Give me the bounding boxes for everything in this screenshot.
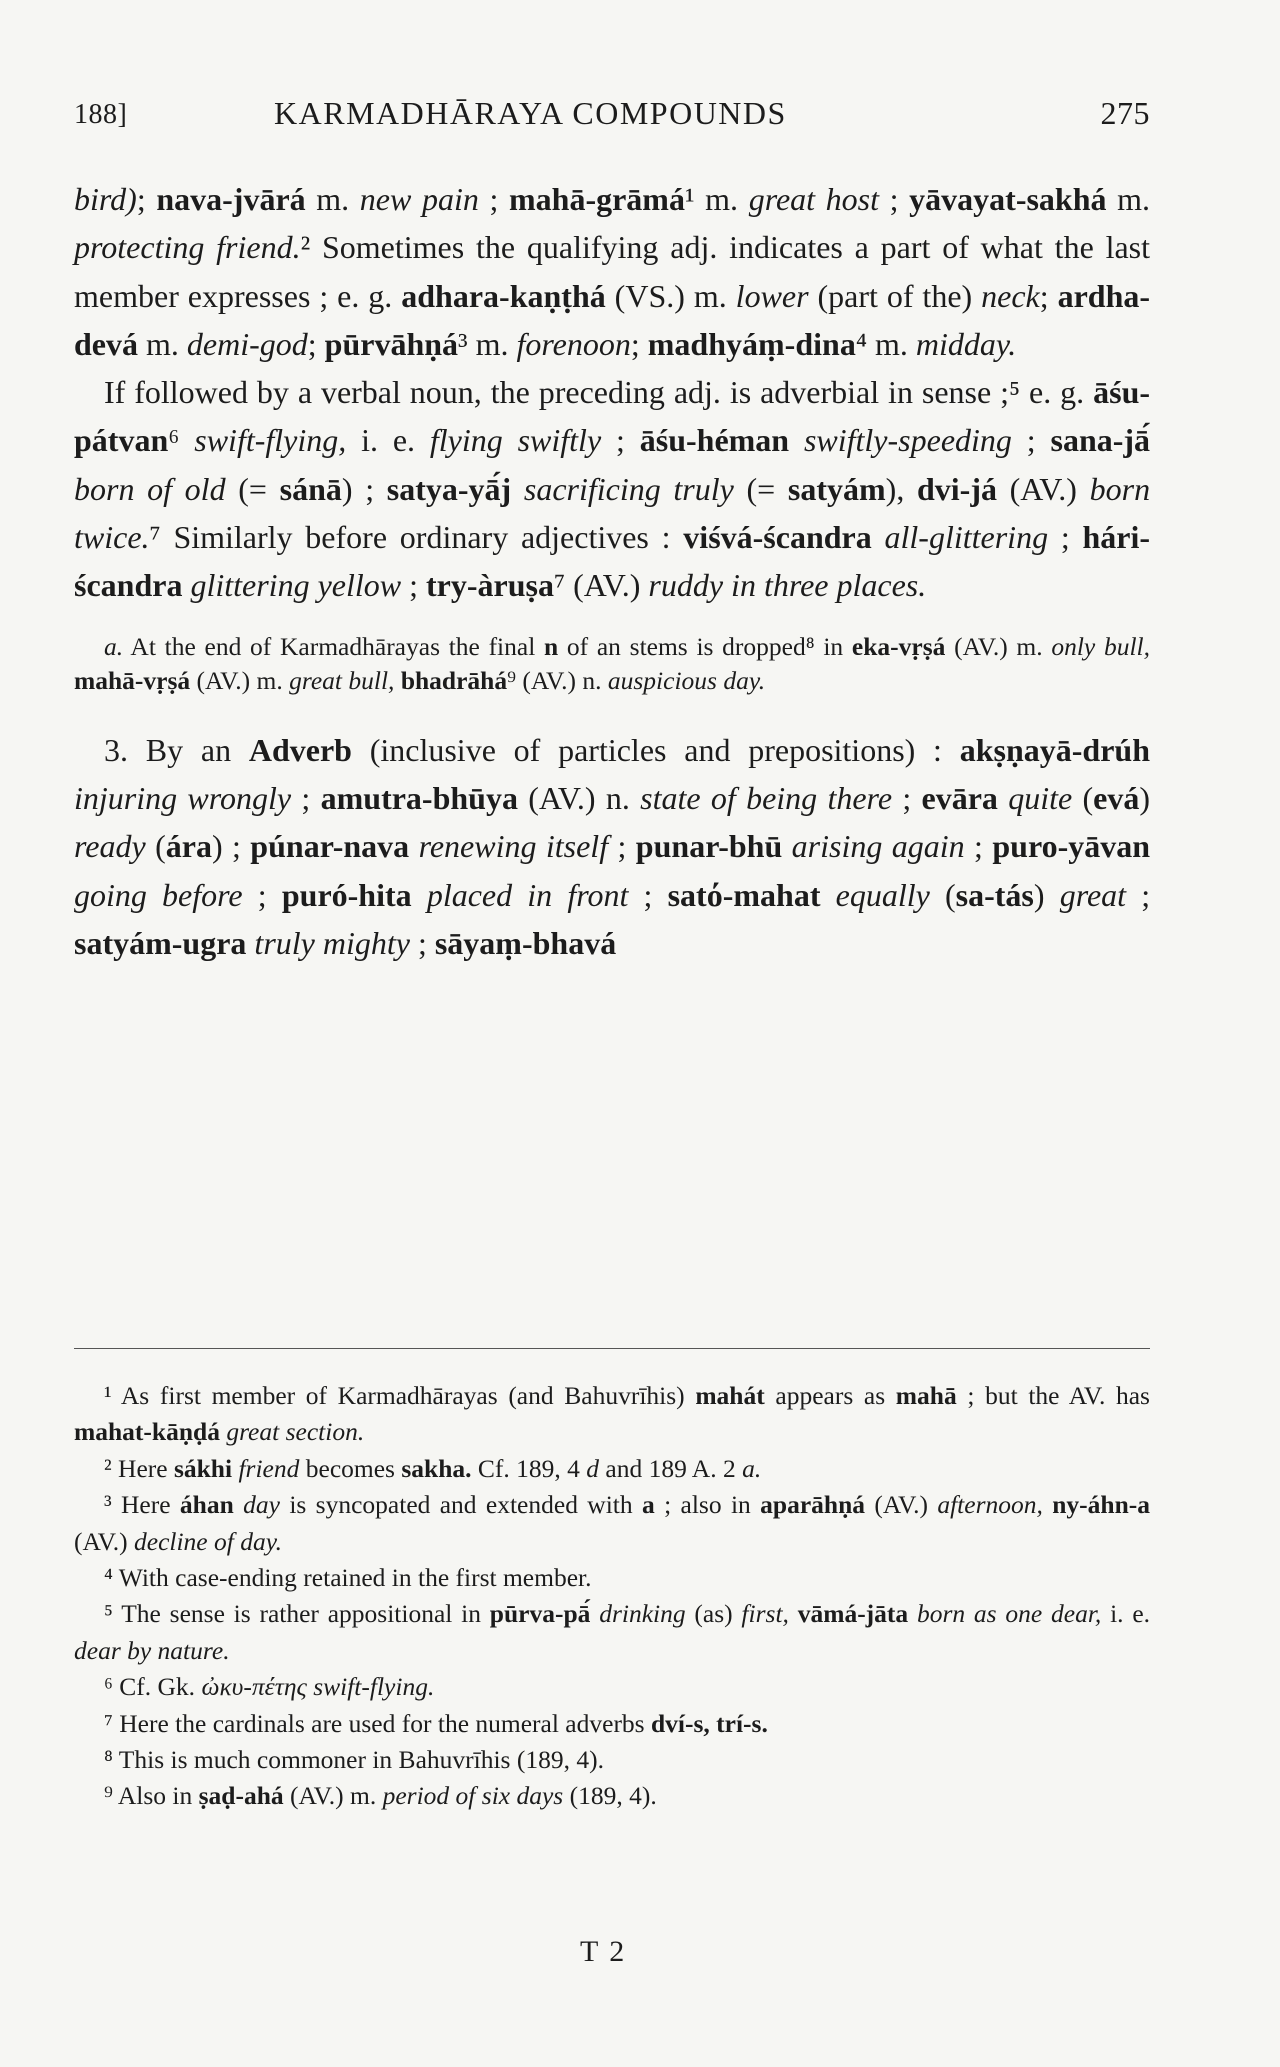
text: (AV.) m. — [190, 665, 290, 695]
text: ; — [964, 828, 993, 865]
text: Cf. 189, 4 — [471, 1453, 587, 1483]
gloss: great host — [748, 181, 880, 217]
text: ; — [892, 779, 922, 816]
footnote-ref: ⁸ — [805, 631, 815, 661]
sanskrit-term: ny-áhn-a — [1052, 1490, 1151, 1520]
text: (AV.) — [865, 1490, 938, 1520]
sanskrit-term: āśu-pátvan — [74, 374, 1151, 459]
text: Similarly before ordinary adjectives : — [160, 519, 684, 556]
sanskrit-term: āśu-héman — [639, 422, 790, 459]
sanskrit-term: áhan — [179, 1490, 234, 1520]
gloss: demi-god — [186, 325, 308, 362]
section-number: 188] — [74, 99, 128, 130]
sanskrit-term: mahat-kāṇḍá — [74, 1417, 220, 1447]
sanskrit-term: nava-jvārá — [156, 181, 306, 217]
text: ; — [401, 567, 426, 604]
footnote-ref: ² — [300, 229, 311, 266]
gloss: arising again — [791, 828, 965, 865]
running-title: KARMADHĀRAYA COMPOUNDS — [274, 95, 787, 131]
sanskrit-term: ṣaḍ-ahá — [198, 1781, 284, 1811]
sanskrit-term: sa-tás — [955, 876, 1034, 913]
text: ; — [608, 828, 636, 865]
footnote-9 — [74, 1778, 1150, 1814]
gloss: glittering yellow — [190, 567, 402, 604]
text: ; — [1126, 876, 1151, 913]
page-number: 275 — [1100, 95, 1150, 131]
sanskrit-term: n — [544, 631, 559, 661]
gloss: great section. — [226, 1417, 365, 1447]
sanskrit-term: sāyaṃ-bhavá — [434, 924, 617, 961]
sanskrit-term: sánā — [279, 470, 342, 507]
text: ; — [1039, 277, 1058, 314]
sanskrit-term: sákhi — [173, 1453, 233, 1483]
footnote-ref: ⁷ — [553, 567, 566, 604]
text: m. — [138, 325, 187, 362]
gloss: midday. — [915, 325, 1017, 362]
text: (part of the) — [808, 277, 982, 314]
text — [511, 471, 524, 507]
text: Cf. Gk. — [112, 1672, 202, 1702]
text — [998, 780, 1008, 816]
footnote-2 — [74, 1451, 1150, 1487]
footnote-marker: ³ — [104, 1490, 112, 1520]
gloss: born as one dear, — [916, 1599, 1102, 1629]
footnote-1 — [74, 1378, 1150, 1451]
text: i. e. — [1101, 1599, 1151, 1629]
text: (AV.) n. — [516, 665, 608, 695]
text: This is much commoner in Bahuvrīhis (189, 4). — [112, 1745, 604, 1775]
gloss: forenoon — [516, 325, 631, 362]
sanskrit-term: ardha-devá — [74, 277, 1151, 362]
text: m. — [694, 181, 749, 217]
sanskrit-term: satyám — [787, 470, 886, 507]
text — [782, 828, 791, 864]
sanskrit-term: mahā-grāmá — [508, 181, 685, 217]
text: ; — [242, 876, 282, 913]
sanskrit-term: puró-hita — [281, 876, 412, 913]
sanskrit-term: viśvá-ścandra — [683, 519, 872, 556]
paragraph-verbal-noun — [74, 368, 1150, 609]
text: appears as — [764, 1381, 896, 1410]
text — [409, 828, 418, 864]
gloss: born of old — [74, 470, 226, 507]
footnote-ref: ⁶ — [168, 422, 180, 459]
sanskrit-term: hári-ścandra — [74, 519, 1151, 604]
footnote-ref: ⁷ — [149, 519, 161, 556]
text: With case-ending retained in the first member. — [112, 1563, 592, 1593]
text: Sometimes the qualifying adj. indicates a part of what the last member expresses ; e. g. — [74, 229, 1151, 314]
gloss: only bull, — [1051, 631, 1151, 661]
sanskrit-term: satό-mahat — [667, 876, 821, 913]
footnote-7 — [74, 1706, 1150, 1742]
sanskrit-term: dví-s, trí-s. — [650, 1708, 768, 1738]
gloss: great bull, — [289, 665, 395, 695]
text: ; — [136, 181, 157, 217]
footnote-marker: ¹ — [104, 1381, 112, 1410]
text: The sense is rather appositional in — [112, 1599, 490, 1629]
text: m. — [305, 181, 360, 217]
footnote-6 — [74, 1669, 1150, 1705]
sanskrit-term: pūrvāhṇá — [324, 325, 459, 362]
footnote-marker: ⁵ — [104, 1599, 113, 1629]
text: ), — [885, 470, 917, 507]
gloss: bird) — [74, 181, 137, 217]
text: ( — [929, 876, 956, 913]
gloss: flying swiftly — [429, 422, 602, 459]
text: Here the cardinals are used for the numeral adverbs — [112, 1708, 651, 1738]
text: Also in — [112, 1781, 199, 1811]
gloss: renewing itself — [418, 828, 609, 865]
text: (AV.) — [996, 470, 1090, 507]
text: (AV.) n. — [517, 779, 641, 816]
text: 3. By an — [104, 731, 249, 768]
gloss: quite — [1008, 779, 1073, 816]
text: m. — [866, 325, 916, 362]
text: and 189 A. 2 — [599, 1453, 743, 1483]
text: ; — [1011, 422, 1051, 459]
footnote-marker: ⁴ — [104, 1563, 113, 1593]
gloss: lower — [735, 277, 809, 314]
gloss: a. — [742, 1453, 762, 1483]
text: ) — [1139, 779, 1150, 816]
text: ; — [628, 876, 668, 913]
text: of an stems is dropped — [558, 631, 806, 661]
text: ) — [1033, 876, 1060, 913]
text: m. — [1106, 181, 1151, 217]
text: Here — [111, 1453, 174, 1483]
greek-term: ὠκυ-πέτης — [201, 1672, 307, 1702]
text — [820, 877, 835, 913]
text — [789, 1599, 798, 1628]
gloss: decline of day. — [134, 1526, 282, 1556]
text: (AV.) m. — [945, 631, 1052, 661]
gloss: swift-flying. — [313, 1672, 435, 1702]
text: ( — [1072, 779, 1094, 816]
gloss: dear by nature. — [74, 1635, 230, 1665]
text — [412, 877, 427, 913]
text — [590, 1599, 599, 1628]
sanskrit-term: amutra-bhūya — [320, 779, 518, 816]
text: (as) — [685, 1599, 742, 1629]
footnote-marker: ² — [104, 1453, 112, 1483]
footnote-marker: ⁶ — [104, 1672, 113, 1702]
gloss: period of six days — [382, 1781, 564, 1811]
gloss: afternoon, — [937, 1490, 1043, 1520]
sanskrit-term: adhara-kaṇṭhá — [401, 277, 606, 314]
paragraph-adverb — [74, 726, 1150, 967]
gloss: equally — [835, 876, 930, 913]
footnote-4 — [74, 1560, 1150, 1596]
gloss: auspicious day. — [607, 665, 766, 695]
sanskrit-term: satya-yā́j — [386, 470, 512, 507]
gloss: placed in front — [426, 876, 629, 913]
main-text — [74, 175, 1150, 967]
text: (189, 4). — [563, 1781, 657, 1811]
text: At the end of Karmadhārayas the final — [123, 631, 545, 661]
section-heading: Adverb — [248, 731, 352, 768]
gloss: truly mighty — [254, 924, 410, 961]
text: (AV.) m. — [283, 1781, 383, 1811]
gloss: new pain — [359, 181, 479, 217]
sanskrit-term: pūrva-pā́ — [489, 1599, 591, 1629]
footnote-marker: ⁹ — [104, 1781, 113, 1811]
text: ; — [307, 325, 325, 362]
sanskrit-term: try-àruṣa — [425, 567, 554, 604]
sanskrit-term: evāra — [921, 779, 998, 816]
gloss: great — [1059, 876, 1127, 913]
footnote-5 — [74, 1596, 1150, 1669]
sanskrit-term: sana-jā́ — [1050, 422, 1151, 459]
footnote-marker: ⁷ — [104, 1708, 113, 1738]
gloss: swift-flying, — [194, 422, 347, 459]
sanskrit-term: sakha. — [401, 1453, 472, 1483]
text: (AV.) — [565, 567, 649, 604]
text: Here — [111, 1490, 180, 1520]
gloss: born twice. — [74, 470, 1151, 556]
sanskrit-term: aparāhṇá — [760, 1490, 866, 1520]
text: ; — [409, 924, 435, 961]
sanskrit-term: mahā — [895, 1381, 957, 1410]
gloss: injuring wrongly — [74, 779, 292, 816]
text: e. g. — [1020, 374, 1094, 411]
gloss: all-glittering — [884, 519, 1049, 556]
paragraph-note-a — [74, 630, 1150, 698]
text — [789, 422, 804, 458]
footnote-ref: ⁵ — [1008, 374, 1021, 411]
sanskrit-term: madhyáṃ-dina — [647, 325, 856, 362]
text — [179, 422, 194, 458]
sanskrit-term: puro-yāvan — [992, 828, 1151, 865]
gloss: d — [586, 1453, 600, 1483]
gloss: day — [243, 1490, 280, 1520]
gloss: protecting friend. — [74, 229, 301, 266]
text: in — [814, 631, 852, 661]
text: If followed by a verbal noun, the preceding adj. is adverbial in sense ; — [104, 374, 1009, 411]
footnote-8 — [74, 1742, 1150, 1778]
text: (inclusive of particles and prepositions) : — [351, 731, 960, 768]
text: ; — [1048, 519, 1083, 556]
sanskrit-term: yāvayat-sakhá — [909, 181, 1107, 217]
text: ; — [601, 422, 640, 459]
sanskrit-term: mahā-vṛṣá — [74, 665, 191, 695]
text: ) ; — [341, 470, 387, 507]
paragraph-continuation — [74, 175, 1150, 368]
sanskrit-term: a — [641, 1490, 655, 1520]
gloss: ready — [74, 828, 146, 865]
sanskrit-term: evá — [1093, 779, 1140, 816]
footnote-ref: ⁴ — [855, 325, 867, 362]
footnote-divider — [74, 1348, 1150, 1349]
sanskrit-term: vāmá-jāta — [797, 1599, 909, 1629]
text: ; — [478, 181, 509, 217]
text: (AV.) — [74, 1526, 134, 1556]
gloss: swiftly-speeding — [803, 422, 1012, 459]
footnote-marker: ⁸ — [104, 1745, 113, 1775]
text: m. — [467, 325, 517, 362]
text — [908, 1599, 917, 1628]
text: ; — [879, 181, 910, 217]
text: (= — [733, 470, 788, 507]
sanskrit-term: ára — [165, 828, 212, 865]
text: ( — [145, 828, 166, 865]
footnote-ref: ¹ — [684, 181, 695, 217]
text: ; but the AV. has — [956, 1381, 1150, 1410]
text: ; — [291, 779, 321, 816]
text: ) ; — [211, 828, 251, 865]
gloss: state of being there — [640, 779, 893, 816]
text — [234, 1490, 243, 1519]
footnotes — [74, 1378, 1150, 1815]
gloss: drinking — [599, 1599, 686, 1629]
sanskrit-term: púnar-nava — [250, 828, 410, 865]
text: is syncopated and extended with — [279, 1490, 642, 1520]
footnote-ref: ³ — [458, 325, 468, 362]
text: As first member of Karmadhārayas (and Bahuvrīhis) — [111, 1381, 696, 1410]
sanskrit-term: akṣṇayā-drúh — [959, 731, 1151, 768]
signature-mark: T 2 — [580, 1935, 627, 1968]
sanskrit-term: bhadrāhá — [400, 665, 508, 695]
text: ; also in — [654, 1490, 761, 1520]
note-label: a. — [104, 631, 124, 661]
sanskrit-term: satyám-ugra — [74, 924, 247, 961]
gloss: sacrificing truly — [523, 470, 734, 507]
gloss: first, — [741, 1599, 789, 1629]
text: becomes — [299, 1453, 402, 1483]
footnote-3 — [74, 1487, 1150, 1560]
sanskrit-term: mahát — [695, 1381, 765, 1410]
text: i. e. — [346, 422, 430, 459]
text: (= — [225, 470, 280, 507]
text: (VS.) m. — [605, 277, 736, 314]
text: ; — [630, 325, 648, 362]
gloss: going before — [74, 876, 243, 913]
sanskrit-term: eka-vṛṣá — [851, 631, 946, 661]
sanskrit-term: dvi-já — [916, 470, 997, 507]
footnote-ref: ⁹ — [507, 665, 516, 695]
gloss: neck — [981, 277, 1040, 314]
text — [1043, 1490, 1052, 1519]
gloss: friend — [238, 1453, 300, 1483]
gloss: ruddy in three places. — [648, 567, 927, 604]
text — [872, 519, 885, 555]
sanskrit-term: punar-bhū — [635, 828, 783, 865]
